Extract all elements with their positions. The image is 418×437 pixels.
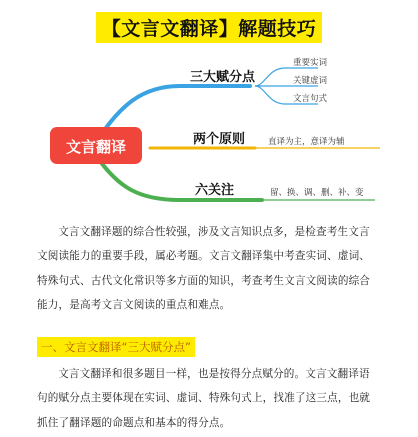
branch-line-bottom: [100, 161, 262, 200]
branch-label-top: 三大赋分点: [190, 70, 256, 85]
mind-map: [0, 48, 418, 213]
branch-label-bottom: 六关注: [195, 183, 235, 198]
sub-item-1: 重要实词: [293, 58, 328, 68]
sub-item-3: 文言句式: [293, 94, 328, 104]
sub-item-2: 关键虚词: [293, 76, 328, 86]
title-wrap: [0, 12, 418, 43]
section-paragraph: 文言文翻译和很多题目一样，也是按得分点赋分的。文言文翻译语句的赋分点主要体现在实词、虚词、特殊句式上，找准了这三点，也就抓住了翻译题的命题点和基本的得分点。: [37, 368, 371, 429]
section-heading: 一、文言文翻译“三大赋分点”: [37, 337, 195, 357]
bottom-branch-note: 留、换、调、删、补、变: [270, 188, 364, 198]
intro-paragraph: 文言文翻译题的综合性较强，涉及文言知识点多，是检查考生文言文阅读能力的重要手段，属必考题。文言文翻译集中考查实词、虚词、特殊句式、古代文化常识等多方面的知识，考查考生文言文阅读的综合能力，是高考文言文阅读的重点和难点。: [37, 226, 371, 311]
middle-branch-note: 直译为主，意译为辅: [268, 137, 345, 147]
branch-label-middle: 两个原则: [193, 132, 246, 147]
center-node-label: 文言翻译: [65, 138, 127, 156]
page-title: 【文言文翻译】解题技巧: [96, 12, 323, 43]
